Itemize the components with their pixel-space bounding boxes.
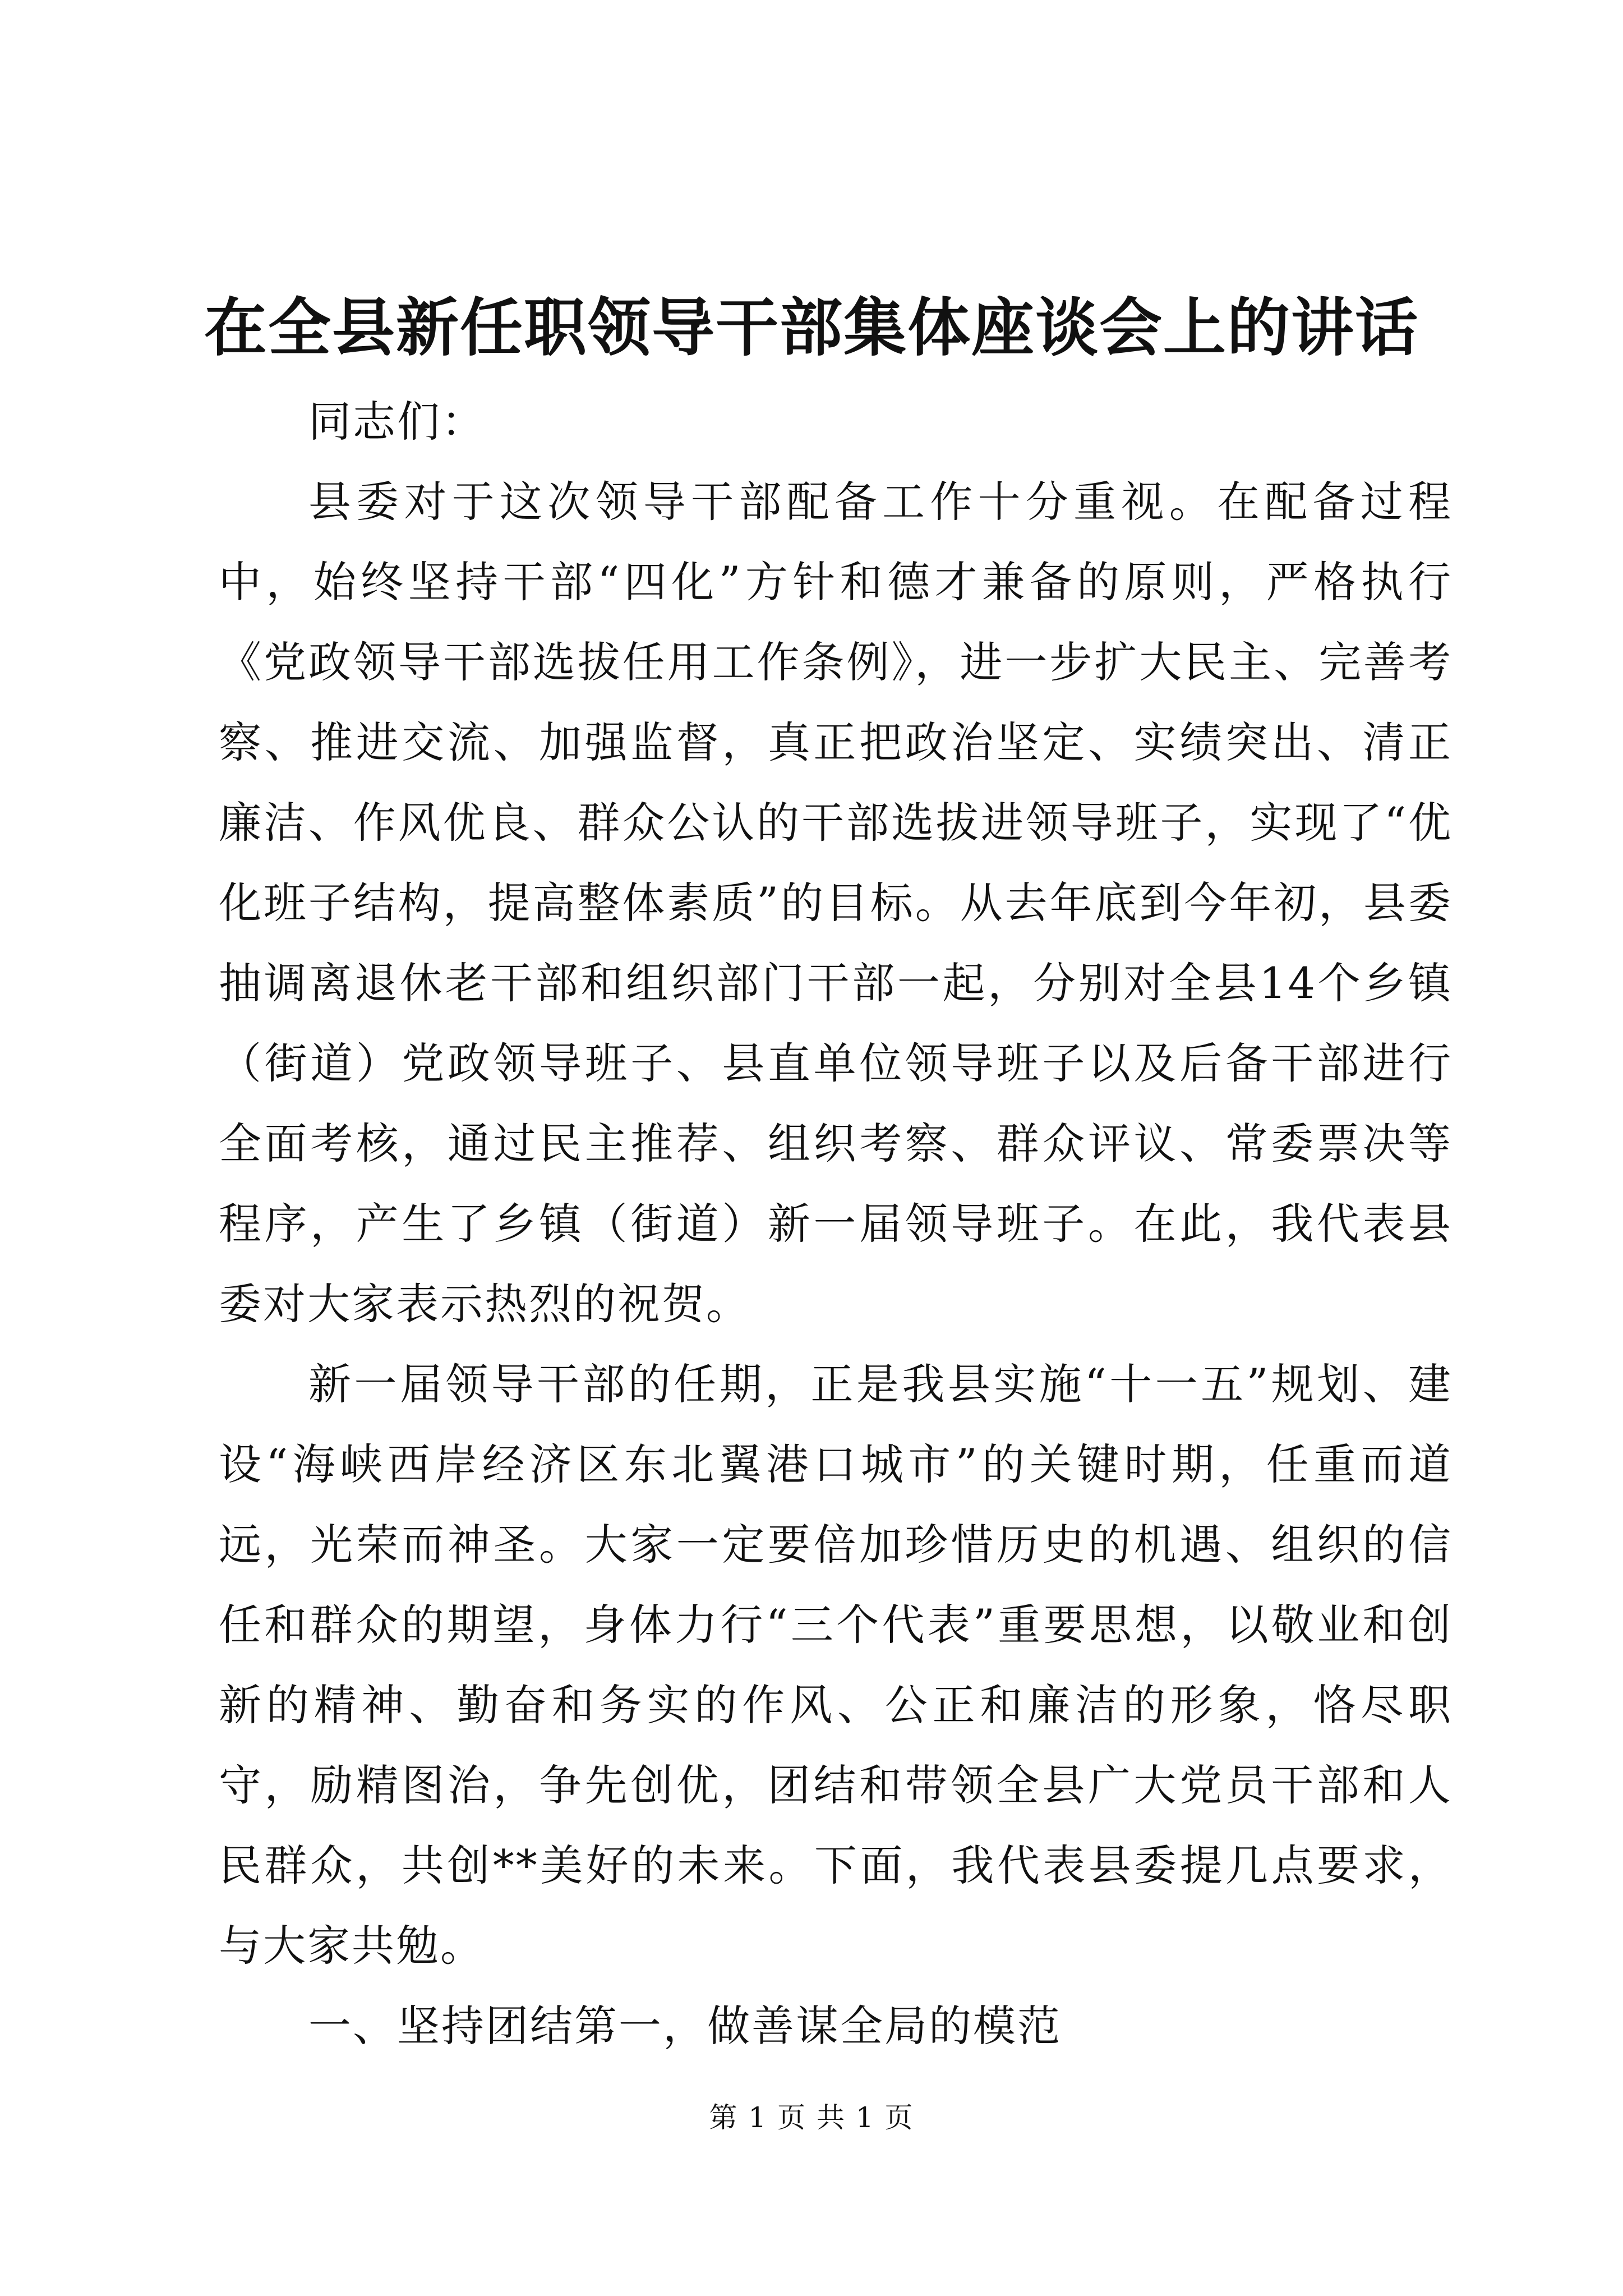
document-title: 在全县新任职领导干部集体座谈会上的讲话 — [204, 291, 1419, 365]
page-footer: 第 1 页 共 1 页 — [709, 2101, 914, 2134]
section-heading: 一、坚持团结第一，做善谋全局的模范 — [308, 2001, 1062, 2051]
paragraph-2: 新一届领导干部的任期，正是我县实施“十一五”规划、建设“海峡西岸经济区东北翼港口城市”的关键时期，任重而道远，光荣而神圣。大家一定要倍加珍惜历史的机遇、组织的信任和群众的期望，身体力行“三个代表”重要思想，以敬业和创新的精神、勤奋和务实的作风、公正和廉洁的形象，恪尽职守，励精图治，争先创优，团结和带领全县广大党员干部和人民群众，共创**美好的未来。下面，我代表县委提几点要求，与大家共勉。 — [219, 1359, 1453, 1971]
paragraph-1: 县委对于这次领导干部配备工作十分重视。在配备过程中，始终坚持干部“四化”方针和德才兼备的原则，严格执行《党政领导干部选拔任用工作条例》，进一步扩大民主、完善考察、推进交流、加强监督，真正把政治坚定、实绩突出、清正廉洁、作风优良、群众公认的干部选拔进领导班子，实现了“优化班子结构，提高整体素质”的目标。从去年底到今年初，县委抽调离退休老干部和组织部门干部一起，分别对全县14个乡镇（街道）党政领导班子、县直单位领导班子以及后备干部进行全面考核，通过民主推荐、组织考察、群众评议、常委票决等程序，产生了乡镇（街道）新一届领导班子。在此，我代表县委对大家表示热烈的祝贺。 — [219, 477, 1453, 1329]
document-body — [219, 381, 1453, 2066]
salutation: 同志们： — [308, 397, 486, 447]
